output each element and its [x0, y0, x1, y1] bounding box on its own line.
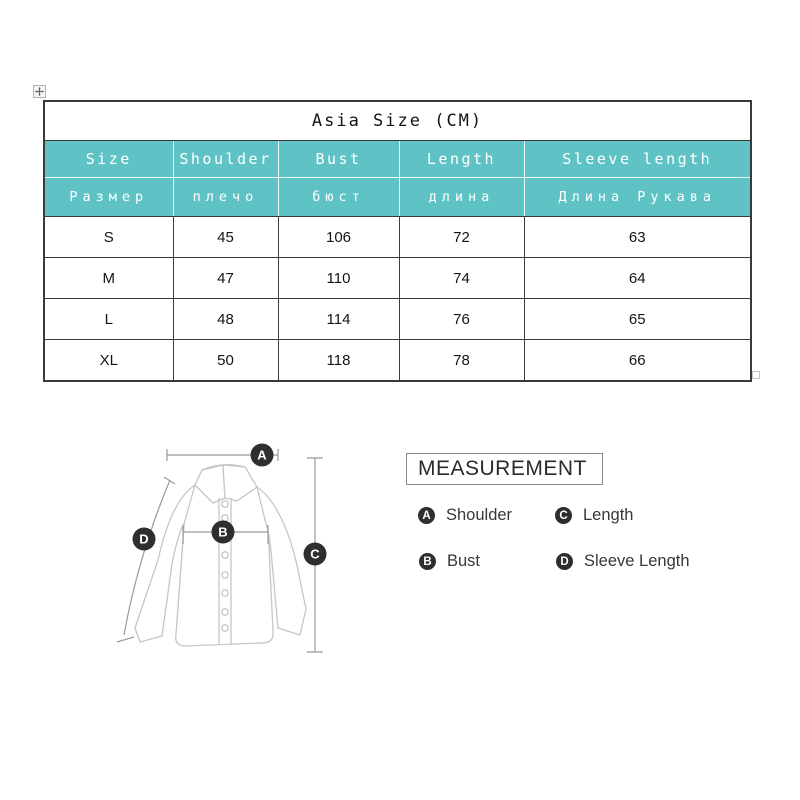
- cell-size: S: [44, 217, 173, 258]
- legend-badge-d-icon: D: [556, 553, 573, 570]
- cell-bust: 106: [278, 217, 399, 258]
- cell-length: 74: [399, 258, 524, 299]
- cell-bust: 114: [278, 299, 399, 340]
- size-table: [43, 100, 752, 382]
- header-cell-sleeve: Sleeve length: [524, 141, 751, 178]
- cell-sleeve: 63: [524, 217, 751, 258]
- legend-badge-a-icon: A: [418, 507, 435, 524]
- legend-item-shoulder: [418, 506, 512, 525]
- table-row-s: [44, 217, 751, 258]
- header-cell-shoulder: Shoulder: [173, 141, 278, 178]
- cell-shoulder: 48: [173, 299, 278, 340]
- legend-label: Sleeve Length: [584, 552, 690, 570]
- shirt-outline: [135, 465, 306, 646]
- cell-size: XL: [44, 340, 173, 382]
- legend-item-length: [555, 506, 633, 525]
- header-cell-bust: Bust: [278, 141, 399, 178]
- table-row-l: [44, 299, 751, 340]
- badge-b-label: B: [218, 524, 228, 540]
- badge-d-label: D: [139, 531, 149, 547]
- table-move-handle-icon[interactable]: [33, 85, 46, 98]
- cell-length: 72: [399, 217, 524, 258]
- badge-c-label: C: [310, 546, 320, 562]
- legend-item-bust: [419, 552, 480, 571]
- shirt-diagram: [110, 432, 340, 667]
- table-resize-handle-icon[interactable]: [752, 371, 760, 379]
- cell-sleeve: 66: [524, 340, 751, 382]
- table-title-row: [44, 101, 751, 141]
- header-cell-length: Length: [399, 141, 524, 178]
- table-row-xl: [44, 340, 751, 382]
- cell-bust: 118: [278, 340, 399, 382]
- move-cross-icon: [35, 87, 44, 96]
- cell-shoulder: 50: [173, 340, 278, 382]
- legend-label: Length: [583, 506, 634, 524]
- header-cell-size: Size: [44, 141, 173, 178]
- cell-shoulder: 45: [173, 217, 278, 258]
- header-cell-shoulder-ru: плечо: [173, 178, 278, 217]
- table-row-m: [44, 258, 751, 299]
- header-cell-bust-ru: бюст: [278, 178, 399, 217]
- legend-label: Bust: [447, 552, 481, 570]
- header-cell-sleeve-ru: Длина Рукава: [524, 178, 751, 217]
- cell-size: L: [44, 299, 173, 340]
- legend-label: Shoulder: [446, 506, 513, 524]
- legend-item-sleeve-length: [556, 552, 690, 571]
- measurement-title: MEASUREMENT: [418, 457, 587, 480]
- cell-sleeve: 64: [524, 258, 751, 299]
- cell-size: M: [44, 258, 173, 299]
- legend-badge-b-icon: B: [419, 553, 436, 570]
- measurement-title-box: [406, 453, 603, 485]
- cell-sleeve: 65: [524, 299, 751, 340]
- table-title: Asia Size (CM): [44, 101, 751, 141]
- cell-length: 78: [399, 340, 524, 382]
- cell-shoulder: 47: [173, 258, 278, 299]
- header-cell-size-ru: Размер: [44, 178, 173, 217]
- header-row-en: [44, 141, 751, 178]
- header-row-ru: [44, 178, 751, 217]
- cell-length: 76: [399, 299, 524, 340]
- badge-a-label: A: [257, 447, 267, 463]
- legend-badge-c-icon: C: [555, 507, 572, 524]
- header-cell-length-ru: длина: [399, 178, 524, 217]
- cell-bust: 110: [278, 258, 399, 299]
